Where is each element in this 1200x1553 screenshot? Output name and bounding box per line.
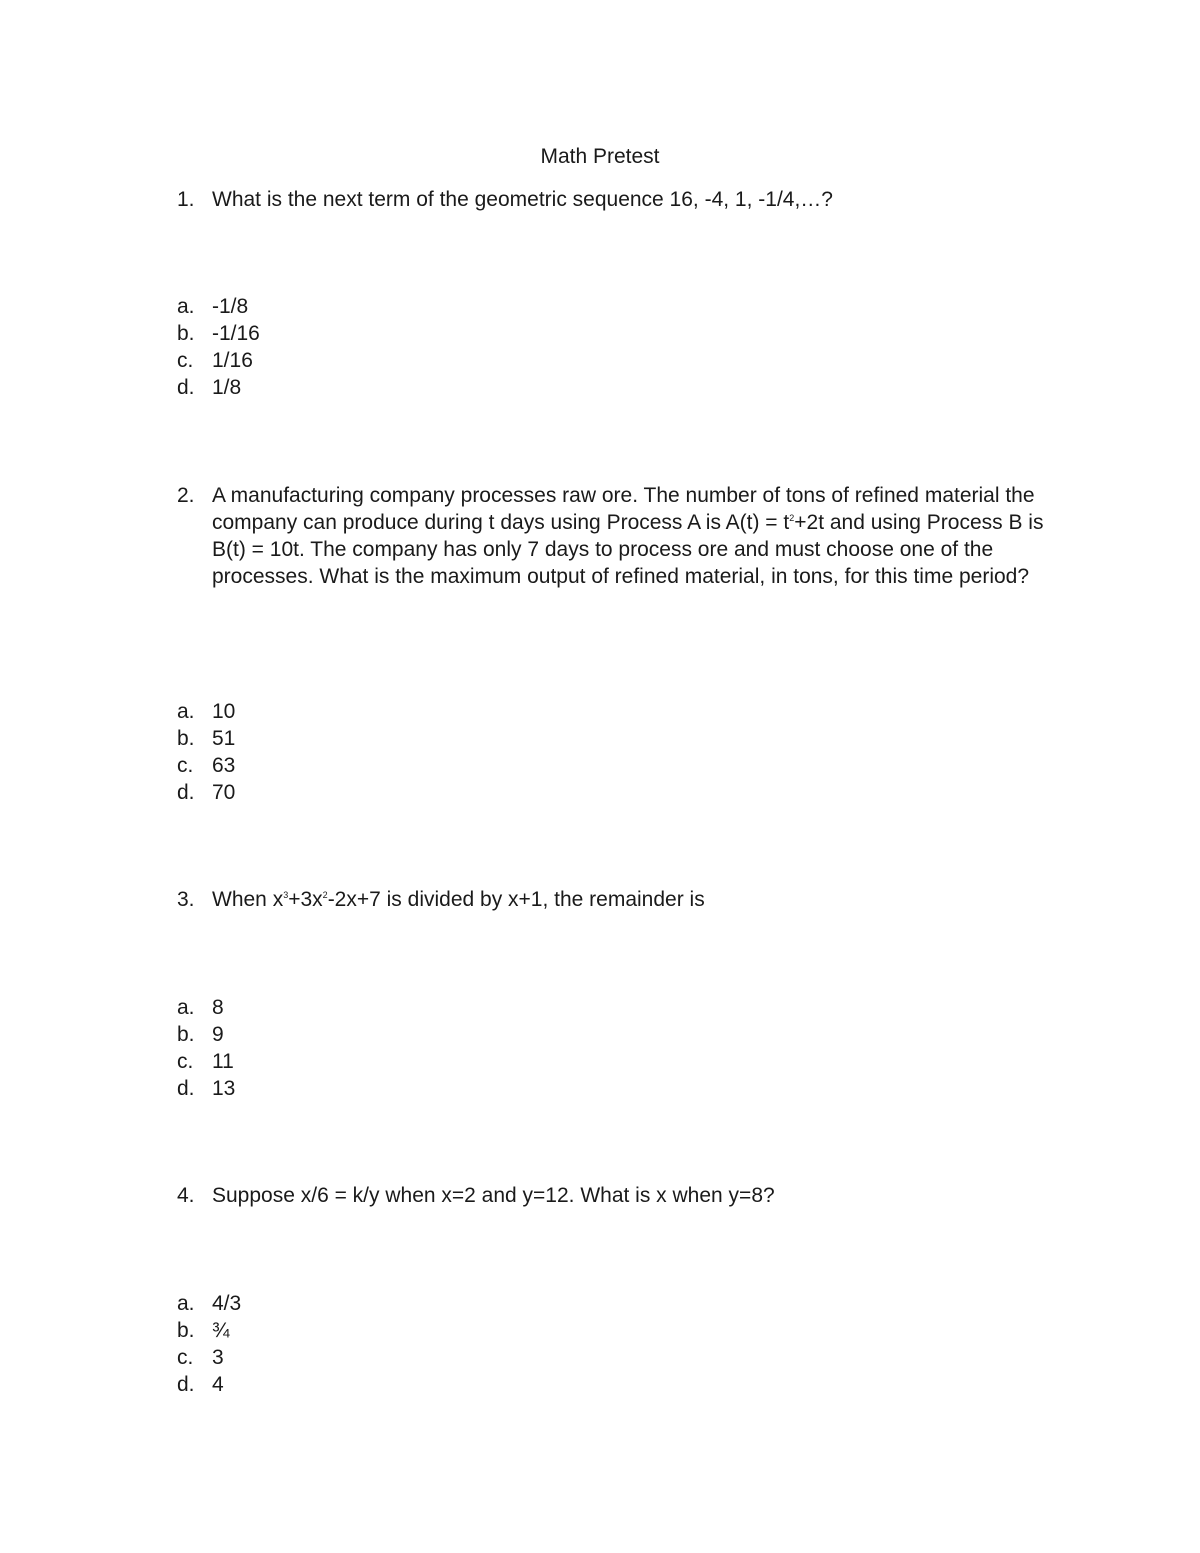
choice-d — [177, 1075, 477, 1102]
choice-b — [177, 725, 477, 752]
choice-value: 13 — [212, 1077, 236, 1100]
choice-letter: d. — [177, 1373, 195, 1396]
choices-1 — [177, 293, 477, 401]
question-text — [212, 886, 1047, 913]
choice-c — [177, 1344, 477, 1371]
question-text-part: +2t and using Process B is B(t) = 10t. The company has only 7 days to process ore and must choose one of the processes. What is the maximum output of refined material, in tons, for this time period? — [212, 511, 1044, 588]
question-text — [212, 482, 1057, 590]
question-2 — [177, 482, 1057, 590]
choice-letter: d. — [177, 376, 195, 399]
question-number: 4. — [177, 1184, 195, 1207]
superscript: 2 — [322, 890, 328, 900]
choice-letter: d. — [177, 781, 195, 804]
page-title: Math Pretest — [540, 145, 660, 168]
choice-letter: a. — [177, 295, 195, 318]
choice-letter: c. — [177, 1346, 194, 1369]
choice-c — [177, 752, 477, 779]
superscript: 3 — [283, 890, 289, 900]
choice-value: 70 — [212, 781, 236, 804]
choice-a — [177, 698, 477, 725]
choice-value: 1/8 — [212, 376, 242, 399]
question-text: Suppose x/6 = k/y when x=2 and y=12. What is x when y=8? — [212, 1184, 775, 1207]
choice-letter: a. — [177, 996, 195, 1019]
question-number: 3. — [177, 888, 195, 911]
choice-value: 10 — [212, 700, 236, 723]
choice-letter: c. — [177, 1050, 194, 1073]
question-1 — [177, 186, 1047, 213]
choice-value: -1/16 — [212, 322, 260, 345]
choice-letter: d. — [177, 1077, 195, 1100]
choices-4 — [177, 1290, 477, 1398]
choice-letter: b. — [177, 1023, 195, 1046]
choice-letter: a. — [177, 1292, 195, 1315]
choice-a — [177, 994, 477, 1021]
choice-value: -1/8 — [212, 295, 249, 318]
choice-d — [177, 1371, 477, 1398]
choice-letter: b. — [177, 322, 195, 345]
choice-c — [177, 1048, 477, 1075]
superscript: 2 — [789, 513, 795, 523]
choice-value: 63 — [212, 754, 236, 777]
question-text: What is the next term of the geometric sequence 16, -4, 1, -1/4,…? — [212, 188, 833, 211]
choice-value: 4 — [212, 1373, 224, 1396]
choice-value: 51 — [212, 727, 236, 750]
choice-a — [177, 1290, 477, 1317]
choice-value: ¾ — [212, 1319, 230, 1342]
choice-b — [177, 1021, 477, 1048]
question-number: 2. — [177, 484, 195, 507]
choices-3 — [177, 994, 477, 1102]
choice-letter: c. — [177, 349, 194, 372]
choice-d — [177, 374, 477, 401]
choices-2 — [177, 698, 477, 806]
choice-value: 1/16 — [212, 349, 253, 372]
choice-letter: c. — [177, 754, 194, 777]
question-3 — [177, 886, 1047, 913]
choice-value: 3 — [212, 1346, 224, 1369]
choice-value: 4/3 — [212, 1292, 242, 1315]
choice-value: 11 — [212, 1050, 234, 1073]
choice-d — [177, 779, 477, 806]
choice-b — [177, 320, 477, 347]
question-4 — [177, 1182, 1047, 1209]
question-text-part: +3x — [288, 888, 323, 911]
question-text-part: A manufacturing company processes raw ore. The number of tons of refined material the company can produce during t days using Process A is A(t) = t — [212, 484, 1035, 534]
choice-letter: a. — [177, 700, 195, 723]
question-text-part: -2x+7 is divided by x+1, the remainder is — [327, 888, 705, 911]
question-number: 1. — [177, 188, 195, 211]
choice-b — [177, 1317, 477, 1344]
question-text-part: When x — [212, 888, 284, 911]
choice-c — [177, 347, 477, 374]
choice-letter: b. — [177, 1319, 195, 1342]
choice-a — [177, 293, 477, 320]
choice-letter: b. — [177, 727, 195, 750]
choice-value: 9 — [212, 1023, 224, 1046]
choice-value: 8 — [212, 996, 224, 1019]
